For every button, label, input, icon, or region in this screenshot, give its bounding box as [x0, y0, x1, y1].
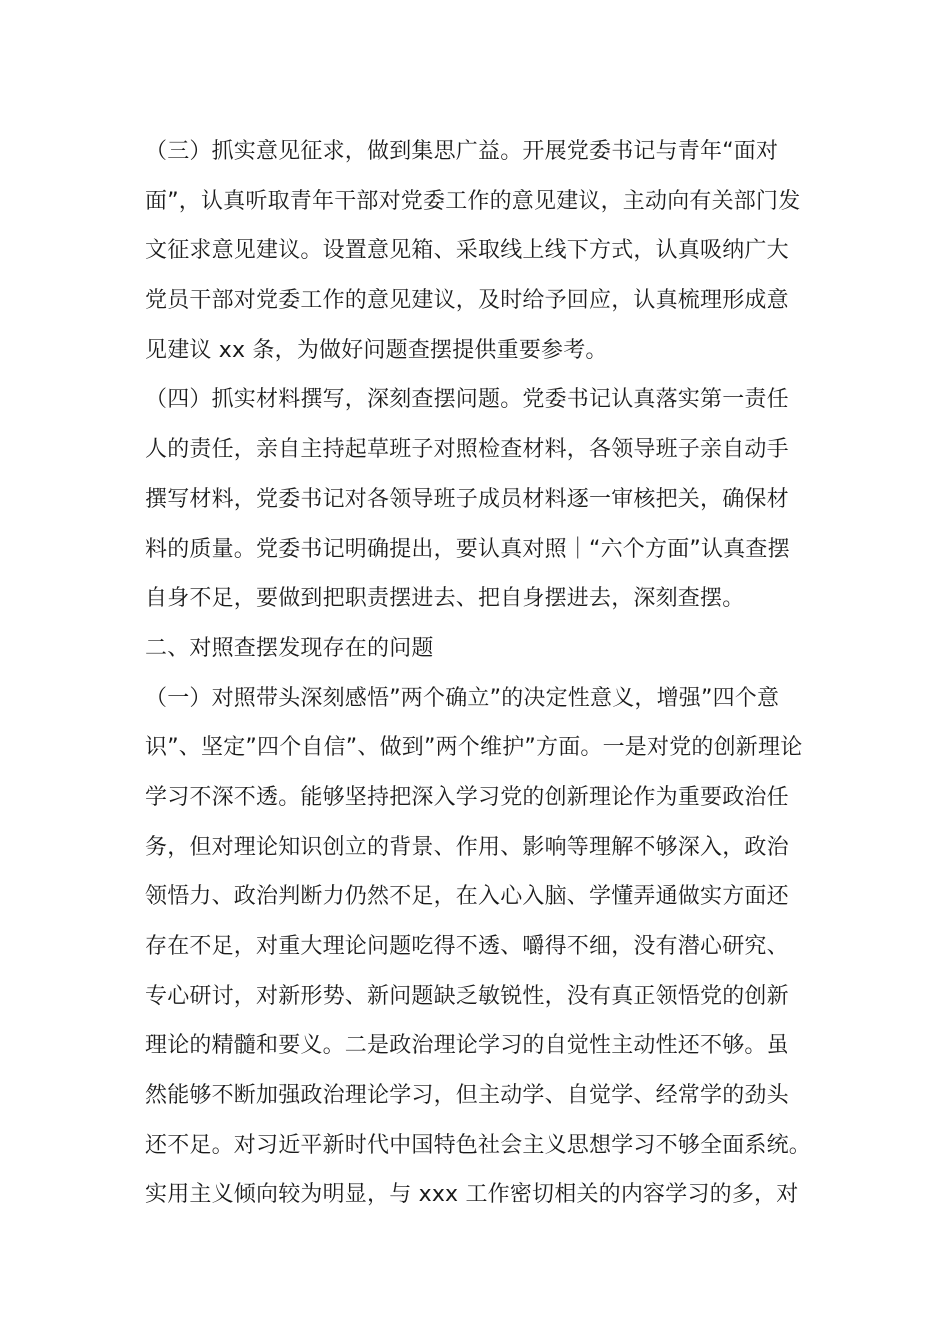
- section-heading: 二、对照查摆发现存在的问题: [145, 635, 434, 661]
- text-line: 然能够不断加强政治理论学习，但主动学、自觉学、经常学的劲头: [145, 1083, 789, 1109]
- text-line: 专心研讨，对新形势、新问题缺乏敏锐性，没有真正领悟党的创新: [145, 983, 789, 1009]
- text-line: 文征求意见建议。设置意见箱、采取线上线下方式，认真吸纳广大: [145, 238, 789, 264]
- text-line: 党员干部对党委工作的意见建议，及时给予回应，认真梳理形成意: [145, 288, 789, 314]
- text-line: 料的质量。党委书记明确提出，要认真对照｜“六个方面”认真查摆: [145, 536, 790, 562]
- text-line: 见建议 xx 条，为做好问题查摆提供重要参考。: [145, 337, 608, 363]
- text-line: （一）对照带头深刻感悟”两个确立”的决定性意义，增强”四个意: [145, 685, 780, 711]
- text-line: （三）抓实意见征求，做到集思广益。开展党委书记与青年“面对: [145, 139, 779, 164]
- text-line: 识”、坚定”四个自信”、做到”两个维护”方面。一是对党的创新理论: [145, 735, 803, 761]
- text-line: 实用主义倾向较为明显，与 xxx 工作密切相关的内容学习的多，对: [145, 1182, 799, 1208]
- text-line: 务，但对理论知识创立的背景、作用、影响等理解不够深入，政治: [145, 834, 789, 860]
- text-line: 领悟力、政治判断力仍然不足，在入心入脑、学懂弄通做实方面还: [145, 884, 789, 910]
- text-line: 人的责任，亲自主持起草班子对照检查材料，各领导班子亲自动手: [145, 437, 789, 463]
- text-line: 学习不深不透。能够坚持把深入学习党的创新理论作为重要政治任: [145, 784, 789, 810]
- text-line: 撰写材料，党委书记对各领导班子成员材料逐一审核把关，确保材: [145, 486, 789, 512]
- text-line: 还不足。对习近平新时代中国特色社会主义思想学习不够全面系统。: [145, 1132, 812, 1158]
- text-line: 自身不足，要做到把职责摆进去、把自身摆进去，深刻查摆。: [145, 586, 745, 612]
- body-text: [145, 127, 815, 1220]
- text-line: （四）抓实材料撰写，深刻查摆问题。党委书记认真落实第一责任: [145, 387, 789, 413]
- text-line: 存在不足，对重大理论问题吃得不透、嚼得不细，没有潜心研究、: [145, 934, 789, 959]
- text-line: 理论的精髓和要义。二是政治理论学习的自觉性主动性还不够。虽: [145, 1033, 789, 1059]
- text-line: 面”，认真听取青年干部对党委工作的意见建议，主动向有关部门发: [145, 188, 801, 214]
